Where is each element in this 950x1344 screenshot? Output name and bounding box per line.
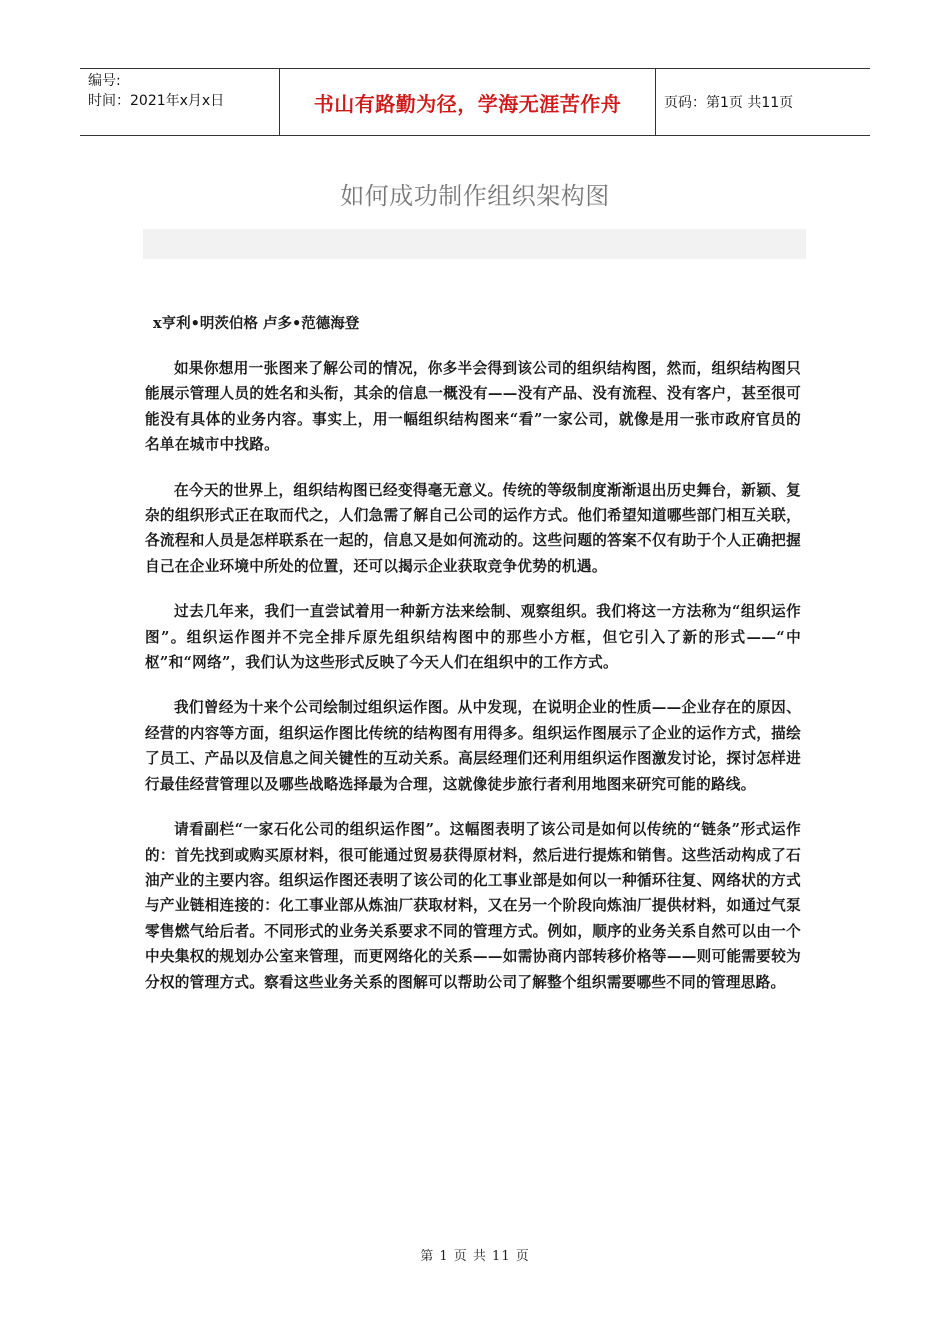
document-header (80, 68, 870, 136)
author-line: x亨利•明茨伯格 卢多•范德海登 (153, 315, 360, 332)
article-body (145, 356, 801, 1015)
header-motto-cell (280, 69, 656, 135)
page-footer: 第 1 页 共 11 页 (420, 1249, 530, 1264)
header-meta (80, 69, 280, 135)
paragraph-2: 在今天的世界上，组织结构图已经变得毫无意义。传统的等级制度渐渐退出历史舞台，新颖、复杂的组织形式正在取而代之，人们急需了解自己公司的运作方式。他们希望知道哪些部门相互关联，各流程和人员是怎样联系在一起的，信息又是如何流动的。这些问题的答案不仅有助于个人正确把握自己在企业环境中所处的位置，还可以揭示企业获取竞争优势的机遇。 (145, 481, 801, 575)
paragraph-1: 如果你想用一张图来了解公司的情况，你多半会得到该公司的组织结构图，然而，组织结构图只能展示管理人员的姓名和头衔，其余的信息一概没有——没有产品、没有流程、没有客户，甚至很可能没有具体的业务内容。事实上，用一幅组织结构图来“看”一家公司，就像是用一张市政府官员的名单在城市中找路。 (145, 360, 801, 454)
paragraph-3: 过去几年来，我们一直尝试着用一种新方法来绘制、观察组织。我们将这一方法称为“组织运作图”。组织运作图并不完全排斥原先组织结构图中的那些小方框，但它引入了新的形式——“中枢”和“网络”，我们认为这些形式反映了今天人们在组织中的工作方式。 (145, 603, 801, 672)
page-info-text: 页码：第1页 共11页 (664, 95, 794, 111)
header-page-info (656, 69, 870, 135)
paragraph-5: 请看副栏“一家石化公司的组织运作图”。这幅图表明了该公司是如何以传统的“链条”形式运作的：首先找到或购买原材料，很可能通过贸易获得原材料，然后进行提炼和销售。这些活动构成了石油产业的主要内容。组织运作图还表明了该公司的化工事业部是如何以一种循环往复、网络状的方式与产业链相连接的：化工事业部从炼油厂获取材料，又在另一个阶段向炼油厂提供材料，如通过气泵零售燃气给后者。不同形式的业务关系要求不同的管理方式。例如，顺序的业务关系自然可以由一个中央集权的规划办公室来管理，而更网络化的关系——如需协商内部转移价格等——则可能需要较为分权的管理方式。察看这些业务关系的图解可以帮助公司了解整个组织需要哪些不同的管理思路。 (145, 821, 801, 991)
serial-number-label: 编号: (88, 73, 121, 89)
paragraph-4: 我们曾经为十来个公司绘制过组织运作图。从中发现，在说明企业的性质——企业存在的原因、经营的内容等方面，组织运作图比传统的结构图有用得多。组织运作图展示了企业的运作方式，描绘了员工、产品以及信息之间关键性的互动关系。高层经理们还利用组织运作图激发讨论，探讨怎样进行最佳经营管理以及哪些战略选择最为合理，这就像徒步旅行者利用地图来研究可能的路线。 (145, 699, 801, 793)
motto-text: 书山有路勤为径，学海无涯苦作舟 (313, 91, 622, 116)
date-label: 时间：2021年x月x日 (88, 93, 225, 109)
title-underline-band (143, 229, 806, 259)
page-title: 如何成功制作组织架构图 (340, 182, 610, 210)
